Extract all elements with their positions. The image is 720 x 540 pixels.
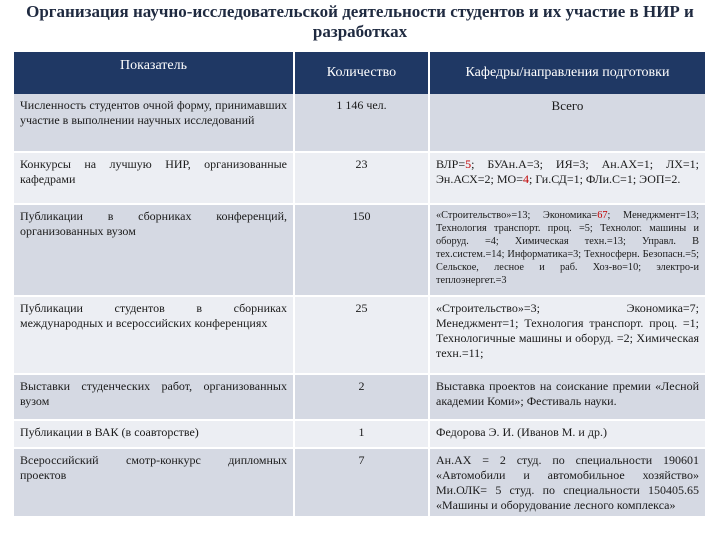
row-count: 150 xyxy=(294,204,429,296)
row-departments: Ан.АХ = 2 студ. по специальности 190601 «Автомобили и автомобильное хозяйство» Ми.ОЛК= 5 студ. по специальности 150405.65 «Машины и оборудование лесного комплекса» xyxy=(429,448,706,517)
table-row xyxy=(14,152,706,204)
table-row xyxy=(14,296,706,374)
table-row xyxy=(14,448,706,517)
row-indicator: Выставки студенческих работ, организованных вузом xyxy=(14,374,294,420)
row-departments: «Строительство»=13; Экономика=67; Менеджмент=13; Технология транспорт. проц. =5; Технолог. машины и оборуд. =4; Химическая техн.=13; Управл. В тех.систем.=14; Информатика=3; Техносферн. Безопасн.=5; Сельское, лесное и раб. Хоз-во=10; электро-и теплоэнергет.=3 xyxy=(429,204,706,296)
row-indicator: Публикации студентов в сборниках международных и всероссийских конференциях xyxy=(14,296,294,374)
row-indicator: Публикации в сборниках конференций, организованных вузом xyxy=(14,204,294,296)
research-activity-table xyxy=(14,52,707,518)
row-departments-total: Всего xyxy=(551,98,584,113)
row-departments xyxy=(429,94,706,152)
row-departments: ВЛР=5; БУАн.А=3; ИЯ=3; Ан.АХ=1; ЛХ=1; Эн.АСХ=2; МО=4; Ги.СД=1; ФЛи.С=1; ЭОП=2. xyxy=(429,152,706,204)
row-count: 7 xyxy=(294,448,429,517)
highlight-value: 67 xyxy=(597,210,608,221)
row-count: 25 xyxy=(294,296,429,374)
highlight-value: 5 xyxy=(465,157,472,171)
table-header-row xyxy=(14,52,706,94)
row-indicator: Всероссийский смотр-конкурс дипломных проектов xyxy=(14,448,294,517)
row-count: 2 xyxy=(294,374,429,420)
table-row xyxy=(14,420,706,448)
row-departments: Выставка проектов на соискание премии «Лесной академии Коми»; Фестиваль науки. xyxy=(429,374,706,420)
table-row xyxy=(14,94,706,152)
row-departments: «Строительство»=3; Экономика=7; Менеджмент=1; Технология транспорт. проц. =1; Технологичные машины и оборуд. =2; Химическая техн.=11; xyxy=(429,296,706,374)
highlight-value: 4 xyxy=(522,172,529,186)
header-indicator: Показатель xyxy=(14,52,294,94)
row-count: 23 xyxy=(294,152,429,204)
row-indicator: Конкурсы на лучшую НИР, организованные кафедрами xyxy=(14,152,294,204)
row-indicator: Публикации в ВАК (в соавторстве) xyxy=(14,420,294,448)
page-title: Организация научно-исследовательской деятельности студентов и их участие в НИР и разработках xyxy=(26,2,694,41)
header-departments: Кафедры/направления подготовки xyxy=(429,52,706,94)
table-row xyxy=(14,204,706,296)
row-departments: Федорова Э. И. (Иванов М. и др.) xyxy=(429,420,706,448)
row-count: 1 xyxy=(294,420,429,448)
table-row xyxy=(14,374,706,420)
header-count: Количество xyxy=(294,52,429,94)
row-indicator: Численность студентов очной форму, принимавших участие в выполнении научных исследований xyxy=(14,94,294,152)
row-count: 1 146 чел. xyxy=(294,94,429,152)
